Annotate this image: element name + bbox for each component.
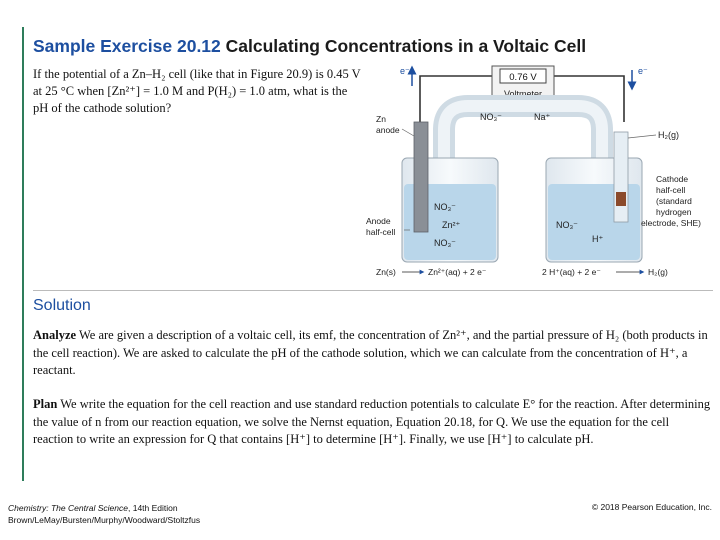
page-title — [33, 36, 586, 57]
h2-tube — [614, 132, 628, 222]
plan-paragraph — [33, 396, 711, 449]
cathode-line-3: (standard — [656, 196, 692, 206]
anode-halfcell-line-1: Anode — [366, 216, 391, 226]
anode-halfcell-line-2: half-cell — [366, 227, 396, 237]
book-authors: Brown/LeMay/Bursten/Murphy/Woodward/Stoltzfus — [8, 515, 201, 525]
pt-electrode — [616, 192, 626, 206]
anode-eq-left: Zn(s) — [376, 267, 396, 277]
cathode-line-4: hydrogen — [656, 207, 692, 217]
cathode-line-5: electrode, SHE) — [641, 218, 701, 228]
plan-text: We write the equation for the cell reaction and use standard reduction potentials to calculate E° for the reaction. After determining the value of n from our reaction equation, we solve the Nernst equation, Equation 20.18, for Q. We use the equation for the cell reaction to write an expression for Q that contains [H⁺] to determine [H⁺]. Finally, we use [H⁺] to calculate pH. — [33, 397, 711, 446]
footer-copyright: © 2018 Pearson Education, Inc. — [591, 502, 712, 512]
book-edition: , 14th Edition — [128, 503, 178, 513]
cathode-line-1: Cathode — [656, 174, 689, 184]
cathode-line-2: half-cell — [656, 185, 686, 195]
solution-heading: Solution — [33, 297, 91, 314]
zn-electrode — [414, 122, 428, 232]
left-ion-2: Zn²⁺ — [442, 220, 461, 230]
analyze-label: Analyze — [33, 328, 77, 342]
right-ion-2: H⁺ — [592, 234, 604, 244]
voltmeter-reading: 0.76 V — [509, 72, 537, 83]
electron-label-right: e⁻ — [638, 66, 648, 76]
cathode-eq-left: 2 H⁺(aq) + 2 e⁻ — [542, 267, 601, 277]
h2-gas-label: H₂(g) — [658, 130, 679, 140]
left-ion-1: NO₃⁻ — [434, 202, 456, 212]
analyze-text: We are given a description of a voltaic cell, its emf, the concentration of Zn²⁺, and the partial pressure of H₂ (both products in the cell reaction). We are asked to calculate the pH of the cathode solution, which we can calculate from the concentration of H⁺, a reactant. — [33, 328, 708, 377]
problem-statement: If the potential of a Zn–H₂ cell (like that in Figure 20.9) is 0.45 V at 25 °C when [Zn²⁺] = 1.0 M and P(H₂) = 1.0 atm, what is the pH of the cathode solution? — [33, 67, 361, 115]
voltmeter-label: Voltmeter — [503, 89, 543, 99]
anode-eq-right: Zn²⁺(aq) + 2 e⁻ — [428, 267, 487, 277]
accent-bar — [22, 27, 24, 481]
book-title: Chemistry: The Central Science — [8, 503, 128, 513]
left-ion-3: NO₃⁻ — [434, 238, 456, 248]
voltaic-cell-figure — [362, 62, 712, 284]
analyze-paragraph — [33, 327, 711, 380]
cathode-eq-right: H₂(g) — [648, 267, 668, 277]
exercise-topic: Calculating Concentrations in a Voltaic Cell — [225, 36, 587, 56]
exercise-number: Sample Exercise 20.12 — [33, 36, 221, 56]
right-ion-1: NO₃⁻ — [556, 220, 578, 230]
salt-bridge-anion: NO₃⁻ — [480, 112, 502, 122]
footer-citation — [8, 502, 200, 526]
zn-label: Zn — [376, 114, 386, 124]
salt-bridge-cation: Na⁺ — [534, 112, 551, 122]
electron-label-left: e⁻ — [400, 66, 410, 76]
section-divider — [33, 290, 713, 291]
plan-label: Plan — [33, 397, 58, 411]
anode-label: anode — [376, 125, 400, 135]
